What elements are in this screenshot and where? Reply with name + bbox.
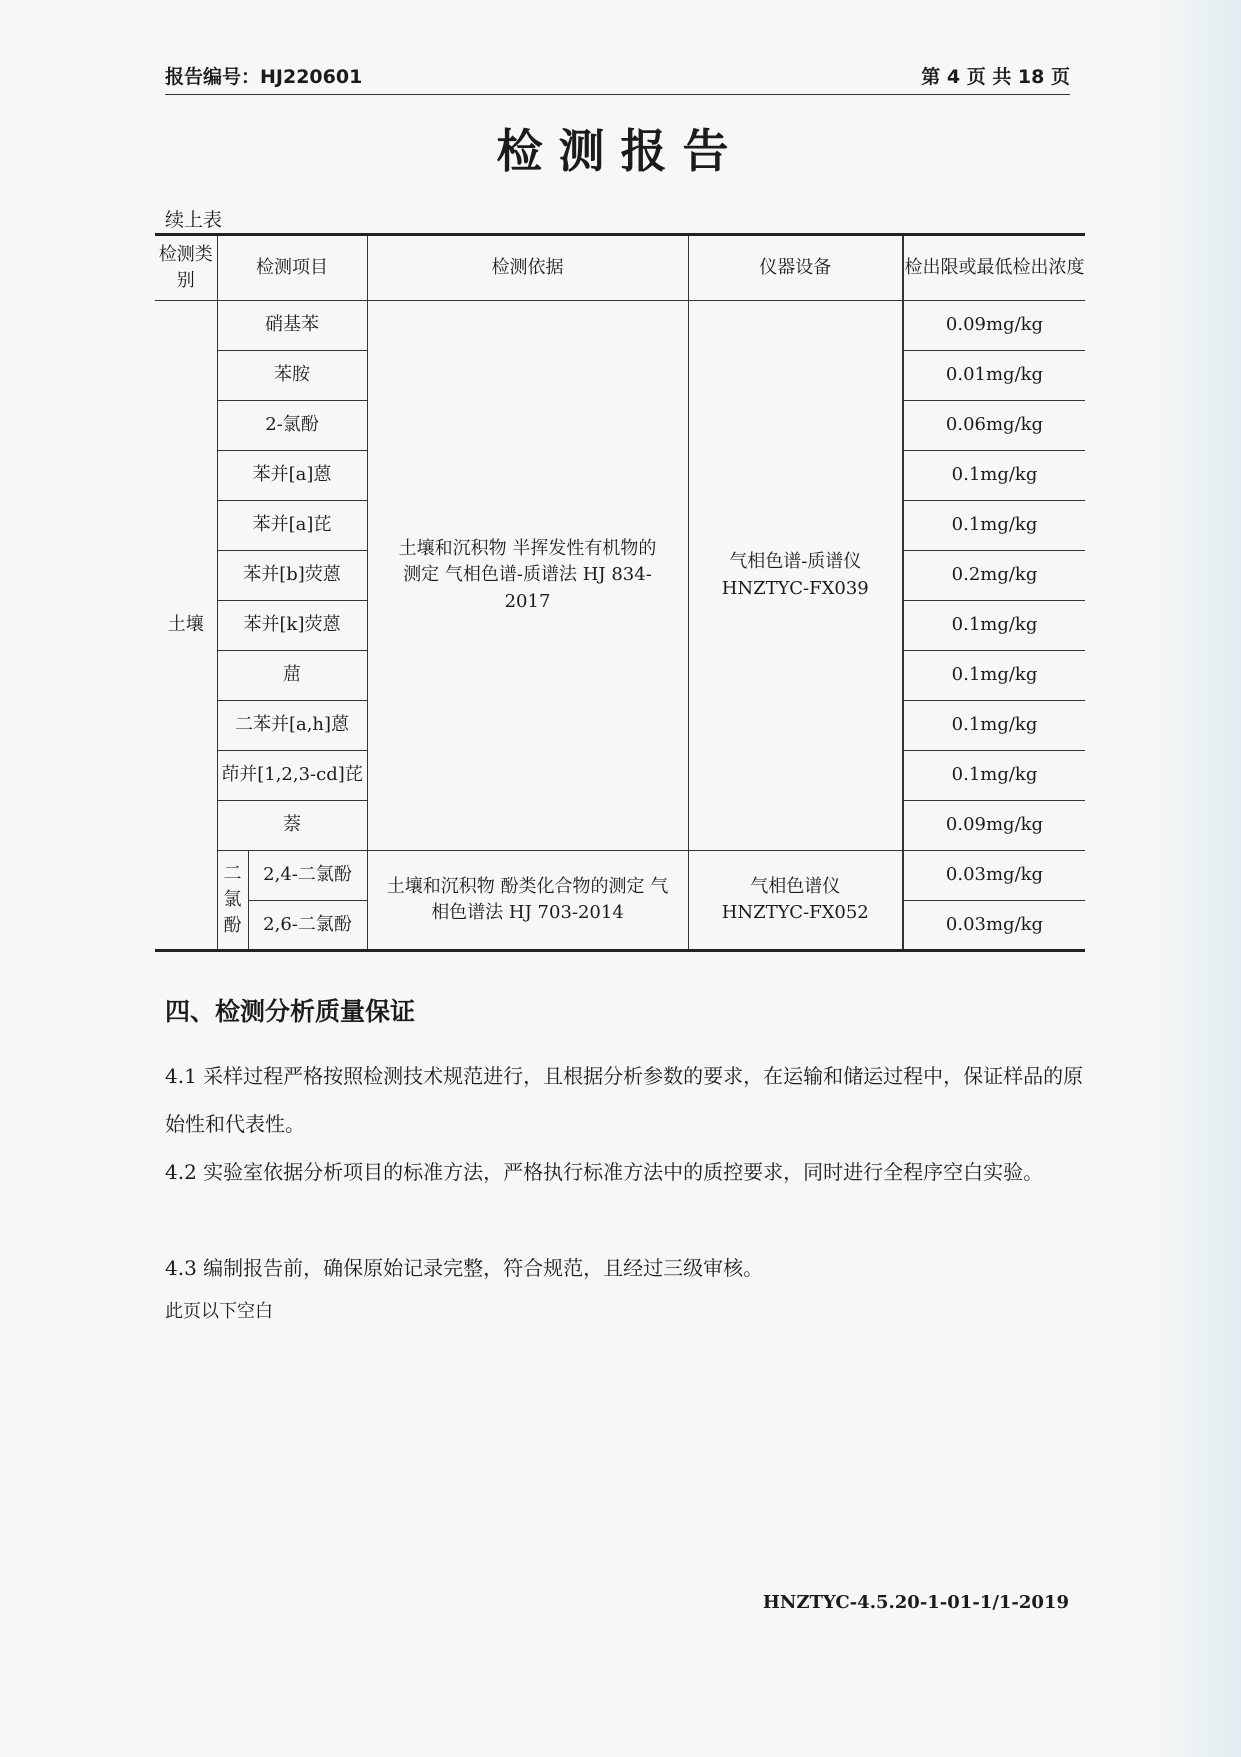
limit-cell: 0.1mg/kg [903,451,1085,501]
header-instrument: 仪器设备 [688,235,903,301]
item-cell: 苯并[b]荧蒽 [217,551,367,601]
instrument-cell-group2: 气相色谱仪 HNZTYC-FX052 [688,851,903,951]
item-cell: 苯并[a]蒽 [217,451,367,501]
item-cell: 茚并[1,2,3-cd]芘 [217,751,367,801]
basis-cell-group1: 土壤和沉积物 半挥发性有机物的测定 气相色谱-质谱法 HJ 834-2017 [367,301,688,851]
limit-cell: 0.1mg/kg [903,601,1085,651]
item-cell: 2,4-二氯酚 [248,851,367,901]
item-cell: 2-氯酚 [217,401,367,451]
paragraph-4-2: 4.2 实验室依据分析项目的标准方法，严格执行标准方法中的质控要求，同时进行全程序空白实验。 [165,1160,1044,1184]
item-cell: 苯并[a]芘 [217,501,367,551]
item-cell: 萘 [217,801,367,851]
limit-cell: 0.1mg/kg [903,501,1085,551]
table-row [155,301,1085,351]
basis-cell-group2: 土壤和沉积物 酚类化合物的测定 气相色谱法 HJ 703-2014 [367,851,688,951]
report-number: 报告编号：HJ220601 [165,66,363,88]
header-basis: 检测依据 [367,235,688,301]
limit-cell: 0.03mg/kg [903,901,1085,951]
limit-cell: 0.1mg/kg [903,651,1085,701]
report-header [165,60,1070,95]
limit-cell: 0.2mg/kg [903,551,1085,601]
page-edge-tint [1151,0,1241,1757]
page-indicator: 第 4 页 共 18 页 [921,66,1070,88]
document-code: HNZTYC-4.5.20-1-01-1/1-2019 [762,1592,1069,1613]
table-header-row [155,235,1085,301]
limit-cell: 0.1mg/kg [903,701,1085,751]
item-cell: 二苯并[a,h]蒽 [217,701,367,751]
item-cell: 苯胺 [217,351,367,401]
instrument-cell-group1: 气相色谱-质谱仪 HNZTYC-FX039 [688,301,903,851]
subcategory-cell: 二氯酚 [217,851,248,951]
item-cell: 2,6-二氯酚 [248,901,367,951]
item-cell: 苯并[k]荧蒽 [217,601,367,651]
category-cell: 土壤 [155,301,217,951]
limit-cell: 0.09mg/kg [903,301,1085,351]
paragraph-4-1: 4.1 采样过程严格按照检测技术规范进行，且根据分析参数的要求，在运输和储运过程中，保证样品的原始性和代表性。 [165,1064,1084,1136]
limit-cell: 0.1mg/kg [903,751,1085,801]
limit-cell: 0.03mg/kg [903,851,1085,901]
table-row [155,851,1085,901]
header-category: 检测类别 [155,235,217,301]
item-cell: 䓛 [217,651,367,701]
header-item: 检测项目 [217,235,367,301]
paragraph-4-3: 4.3 编制报告前，确保原始记录完整，符合规范，且经过三级审核。 [165,1256,764,1280]
limit-cell: 0.09mg/kg [903,801,1085,851]
results-table [155,233,1085,952]
header-limit: 检出限或最低检出浓度 [903,235,1085,301]
limit-cell: 0.01mg/kg [903,351,1085,401]
report-title: 检测报告 [496,124,745,178]
continued-note: 续上表 [165,209,223,231]
item-cell: 硝基苯 [217,301,367,351]
blank-below-note: 此页以下空白 [165,1301,273,1322]
limit-cell: 0.06mg/kg [903,401,1085,451]
section-heading: 四、检测分析质量保证 [165,997,416,1026]
